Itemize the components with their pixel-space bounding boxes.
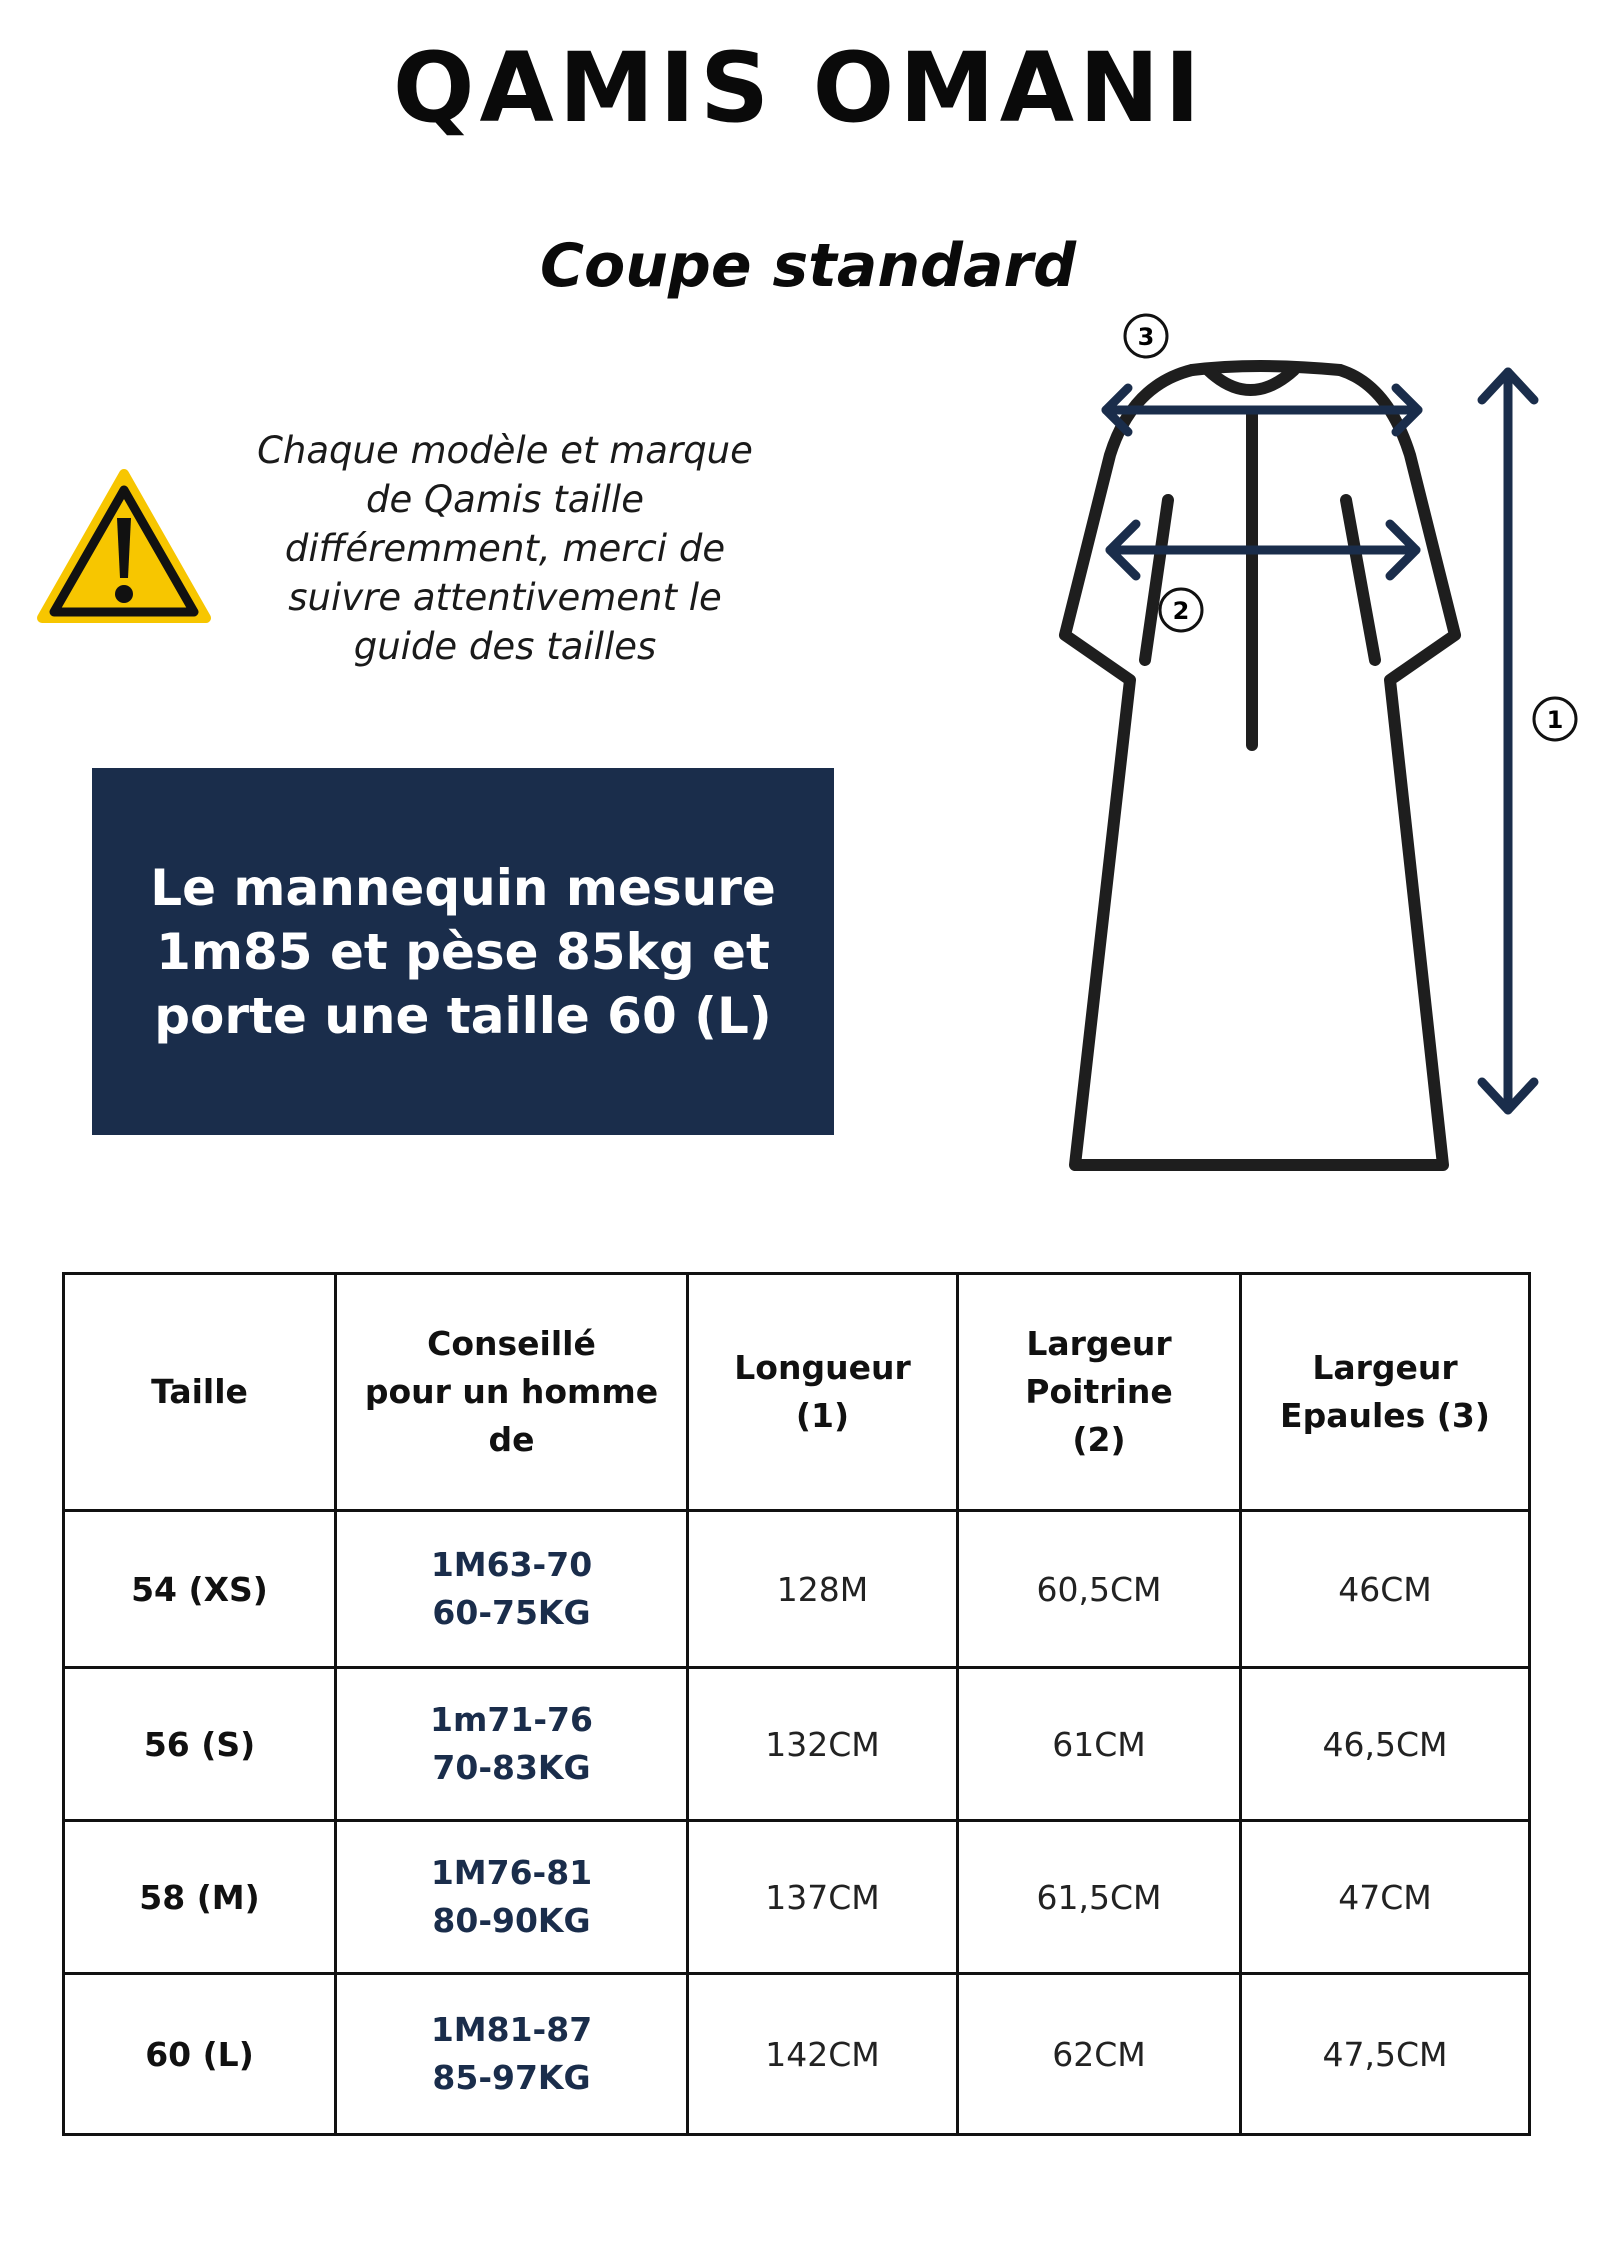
shoulders-cell: 47,5CM xyxy=(1241,1974,1530,2135)
length-cell: 132CM xyxy=(688,1668,958,1821)
table-row xyxy=(64,1668,1530,1821)
header-line: Conseillé xyxy=(427,1324,596,1363)
notice-line: Chaque modèle et marque xyxy=(257,429,753,472)
table-row xyxy=(64,1821,1530,1974)
size-cell: 56 (S) xyxy=(64,1668,336,1821)
header-line: Largeur xyxy=(1026,1324,1172,1363)
recommended-weight: 80-90KG xyxy=(432,1901,591,1940)
recommended-height: 1m71-76 xyxy=(430,1700,593,1739)
shoulders-cell: 46CM xyxy=(1241,1511,1530,1668)
recommended-cell xyxy=(336,1511,688,1668)
recommended-cell xyxy=(336,1668,688,1821)
chest-cell: 61CM xyxy=(958,1668,1241,1821)
recommended-weight: 85-97KG xyxy=(432,2058,591,2097)
chest-cell: 61,5CM xyxy=(958,1821,1241,1974)
size-cell: 60 (L) xyxy=(64,1974,336,2135)
table-row xyxy=(64,1511,1530,1668)
header-line: pour un homme xyxy=(364,1372,659,1411)
marker-2-label: 2 xyxy=(1172,597,1190,625)
marker-1-label: 1 xyxy=(1546,706,1564,734)
warning-icon xyxy=(34,466,214,630)
qamis-outline-icon xyxy=(1065,366,1455,1165)
length-arrow-icon xyxy=(1482,372,1534,1110)
page-title: QAMIS OMANI xyxy=(392,32,1206,144)
marker-2-icon xyxy=(1160,589,1202,631)
garment-diagram xyxy=(1040,310,1598,1190)
marker-3-label: 3 xyxy=(1137,323,1155,351)
header-line: Taille xyxy=(151,1372,248,1411)
length-cell: 137CM xyxy=(688,1821,958,1974)
shoulders-cell: 46,5CM xyxy=(1241,1668,1530,1821)
header-recommended xyxy=(336,1274,688,1511)
chest-cell: 60,5CM xyxy=(958,1511,1241,1668)
recommended-height: 1M76-81 xyxy=(430,1853,593,1892)
length-cell: 128M xyxy=(688,1511,958,1668)
recommended-weight: 60-75KG xyxy=(432,1593,591,1632)
notice-line: de Qamis taille xyxy=(366,478,644,521)
header-line: Poitrine xyxy=(1025,1372,1173,1411)
header-line: (1) xyxy=(795,1396,850,1435)
recommended-cell xyxy=(336,1974,688,2135)
model-info-line: Le mannequin mesure xyxy=(150,858,776,917)
recommended-height: 1M63-70 xyxy=(430,1545,593,1584)
table-header-row xyxy=(64,1274,1530,1511)
model-info-line: 1m85 et pèse 85kg et xyxy=(156,922,770,981)
header-line: de xyxy=(488,1420,535,1459)
notice-line: guide des tailles xyxy=(353,625,657,668)
recommended-cell xyxy=(336,1821,688,1974)
page-subtitle: Coupe standard xyxy=(539,231,1077,301)
model-info-text xyxy=(113,856,813,1048)
header-line: Longueur xyxy=(734,1348,911,1387)
marker-3-icon xyxy=(1125,315,1167,357)
table-row xyxy=(64,1974,1530,2135)
size-notice xyxy=(240,426,770,671)
header-length xyxy=(688,1274,958,1511)
chest-cell: 62CM xyxy=(958,1974,1241,2135)
header-line: (2) xyxy=(1072,1420,1126,1459)
notice-line: différemment, merci de xyxy=(284,527,726,570)
header-shoulders xyxy=(1241,1274,1530,1511)
header-line: Epaules (3) xyxy=(1280,1396,1490,1435)
header-line: Largeur xyxy=(1312,1348,1458,1387)
model-info-box xyxy=(92,768,834,1135)
size-cell: 54 (XS) xyxy=(64,1511,336,1668)
model-info-line: porte une taille 60 (L) xyxy=(154,986,772,1045)
notice-line: suivre attentivement le xyxy=(288,576,722,619)
shoulders-cell: 47CM xyxy=(1241,1821,1530,1974)
recommended-weight: 70-83KG xyxy=(432,1748,591,1787)
header-chest xyxy=(958,1274,1241,1511)
recommended-height: 1M81-87 xyxy=(430,2010,593,2049)
size-cell: 58 (M) xyxy=(64,1821,336,1974)
marker-1-icon xyxy=(1534,698,1576,740)
header-size xyxy=(64,1274,336,1511)
length-cell: 142CM xyxy=(688,1974,958,2135)
size-table xyxy=(62,1272,1531,2136)
